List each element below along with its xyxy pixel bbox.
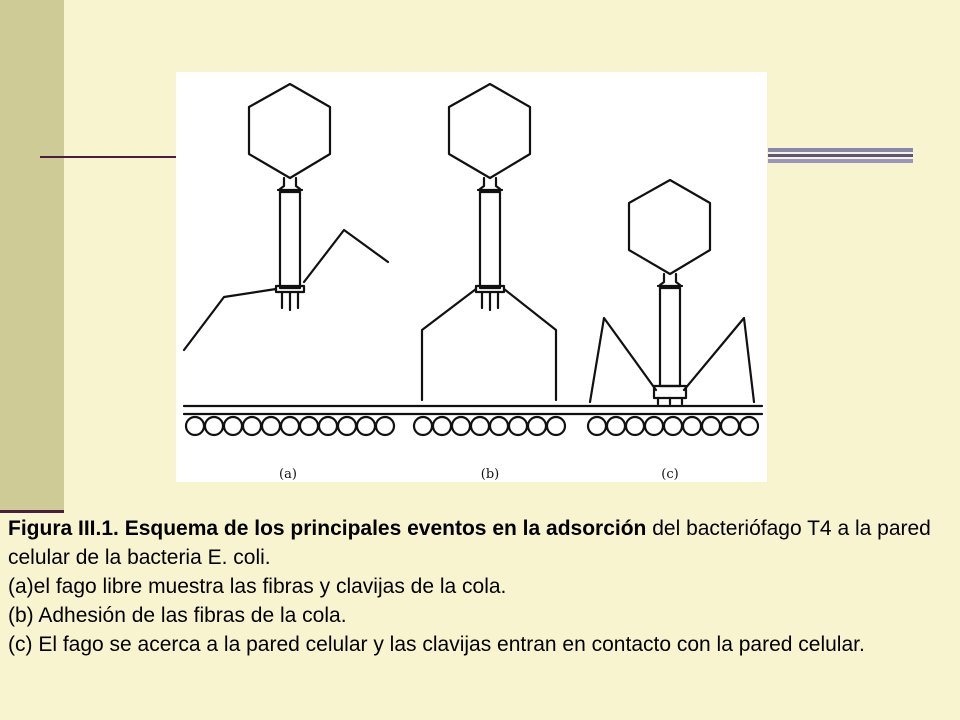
phage-a-head	[249, 84, 330, 178]
phage-c-tail	[660, 288, 680, 386]
cell-wall-circle	[205, 417, 223, 435]
cell-wall-circle	[490, 417, 508, 435]
panel-label-a: (a)	[279, 467, 297, 482]
cell-wall-circle	[626, 417, 644, 435]
cell-wall-circle	[645, 417, 663, 435]
cell-wall-circle	[224, 417, 242, 435]
cell-wall-circle	[243, 417, 261, 435]
cell-wall-circle	[319, 417, 337, 435]
phage-b-collar	[480, 178, 500, 189]
caption-title	[8, 514, 952, 572]
cell-wall-circle	[588, 417, 606, 435]
phage-b	[422, 84, 556, 400]
phage-b-head	[449, 84, 530, 178]
side-band-edge	[0, 510, 64, 513]
phage-c-fiber-right	[684, 318, 754, 402]
phage-a-fiber-left	[184, 289, 276, 350]
caption-line-b: (b) Adhesión de las fibras de la cola.	[8, 604, 347, 627]
cell-wall-circle	[300, 417, 318, 435]
cell-wall	[184, 406, 762, 435]
cell-wall-circles	[186, 417, 758, 435]
cell-wall-circle	[281, 417, 299, 435]
panel-label-b: (b)	[480, 467, 500, 482]
cell-wall-circle	[452, 417, 470, 435]
phage-b-pins	[482, 292, 498, 310]
phage-b-tail	[480, 192, 500, 288]
cell-wall-circle	[528, 417, 546, 435]
phage-adsorption-diagram	[176, 72, 767, 482]
cell-wall-circle	[376, 417, 394, 435]
cell-wall-circle	[740, 417, 758, 435]
panel-label-c: (c)	[661, 467, 679, 482]
cell-wall-circle	[702, 417, 720, 435]
phage-a	[184, 84, 388, 350]
caption-title-rest: del bacteriófago T4 a la pared celular de la bacteria E. coli.	[8, 517, 931, 569]
phage-b-fiber-right	[504, 289, 556, 400]
phage-a-fiber-right	[304, 230, 388, 282]
title-rule-right	[768, 148, 913, 166]
cell-wall-circle	[509, 417, 527, 435]
cell-wall-circle	[664, 417, 682, 435]
phage-c-baseplate	[654, 386, 686, 398]
title-rule-left	[40, 156, 178, 158]
cell-wall-circle	[338, 417, 356, 435]
phage-a-pins	[282, 292, 298, 310]
phage-a-collar	[280, 178, 300, 189]
phage-c-fiber-left	[590, 318, 656, 402]
caption-line-a: (a)el fago libre muestra las fibras y clavijas de la cola.	[8, 575, 507, 598]
cell-wall-circle	[683, 417, 701, 435]
phage-c-head	[629, 180, 710, 274]
cell-wall-circle	[547, 417, 565, 435]
caption-title-bold: Figura III.1. Esquema de los principales eventos en la adsorción	[8, 517, 647, 540]
figure-panel	[176, 72, 767, 482]
phage-a-tail	[280, 192, 300, 288]
cell-wall-circle	[721, 417, 739, 435]
cell-wall-circle	[414, 417, 432, 435]
cell-wall-circle	[607, 417, 625, 435]
cell-wall-circle	[471, 417, 489, 435]
figure-caption	[8, 514, 952, 659]
cell-wall-circle	[433, 417, 451, 435]
phage-b-fiber-left	[422, 289, 476, 400]
phage-c	[590, 180, 754, 404]
caption-line-c: (c) El fago se acerca a la pared celular y las clavijas entran en contacto con la pared celular.	[8, 633, 865, 656]
side-band	[0, 0, 64, 512]
cell-wall-circle	[262, 417, 280, 435]
phage-c-collar	[660, 274, 680, 285]
cell-wall-circle	[186, 417, 204, 435]
cell-wall-circle	[357, 417, 375, 435]
